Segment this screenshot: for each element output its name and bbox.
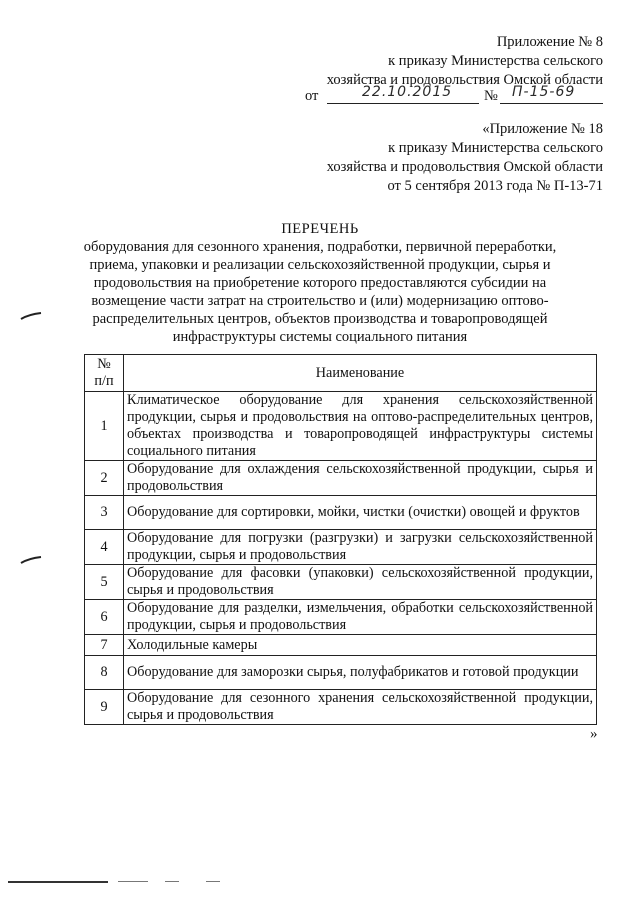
title-line: приема, упаковки и реализации сельскохозяйственной продукции, сырья и — [89, 257, 551, 273]
row-name: Климатическое оборудование для хранения сельскохозяйственной продукции, сырья и продовольствия на оптово-распределительных центров, объектах производства и товаропроводящей инфраструктуры системы социального питания — [124, 392, 597, 461]
handwritten-number: П-15-69 — [512, 84, 576, 100]
table-header-row — [85, 355, 597, 392]
table-row — [85, 690, 597, 725]
table-row — [85, 496, 597, 530]
table-row — [85, 656, 597, 690]
table-row — [85, 635, 597, 656]
handwritten-date: 22.10.2015 — [362, 84, 453, 100]
footer-rule — [8, 881, 108, 883]
header-name: Наименование — [124, 355, 597, 392]
number-label: № — [484, 88, 498, 104]
header-number — [85, 355, 124, 392]
row-name: Оборудование для заморозки сырья, полуфабрикатов и готовой продукции — [124, 656, 597, 690]
row-number: 6 — [85, 600, 124, 635]
footer-rule — [165, 881, 179, 882]
margin-mark — [20, 556, 42, 564]
footer-rule — [118, 881, 148, 882]
equipment-table — [84, 354, 597, 725]
title-line: возмещение части затрат на строительство и (или) модернизацию оптово- — [91, 293, 549, 309]
title-line: распределительных центров, объектов производства и товаропроводящей — [92, 311, 548, 327]
table-row — [85, 565, 597, 600]
order-date-number-line — [300, 84, 603, 108]
title-line: оборудования для сезонного хранения, подработки, первичной переработки, — [83, 239, 557, 255]
row-name: Оборудование для разделки, измельчения, обработки сельскохозяйственной продукции, сырья и продовольствия — [124, 600, 597, 635]
row-number: 3 — [85, 496, 124, 530]
number-underline — [500, 103, 603, 104]
original-appendix-order-line: к приказу Министерства сельского — [388, 140, 603, 156]
row-number: 2 — [85, 461, 124, 496]
margin-mark — [20, 312, 42, 320]
appendix-header — [327, 33, 603, 90]
table-row — [85, 530, 597, 565]
row-name: Холодильные камеры — [124, 635, 597, 656]
date-label: от — [305, 88, 319, 104]
row-number: 1 — [85, 392, 124, 461]
row-number: 9 — [85, 690, 124, 725]
table-row — [85, 461, 597, 496]
row-name: Оборудование для погрузки (разгрузки) и загрузки сельскохозяйственной продукции, сырья и продовольствия — [124, 530, 597, 565]
row-name: Оборудование для сезонного хранения сельскохозяйственной продукции, сырья и продовольствия — [124, 690, 597, 725]
row-number: 5 — [85, 565, 124, 600]
row-number: 4 — [85, 530, 124, 565]
title-heading: ПЕРЕЧЕНЬ — [281, 221, 359, 237]
footer-rule — [206, 881, 220, 882]
row-number: 7 — [85, 635, 124, 656]
row-name: Оборудование для сортировки, мойки, чистки (очистки) овощей и фруктов — [124, 496, 597, 530]
row-name: Оборудование для охлаждения сельскохозяйственной продукции, сырья и продовольствия — [124, 461, 597, 496]
header-number-sign: № — [97, 356, 111, 372]
original-appendix-date-line: от 5 сентября 2013 года № П-13-71 — [387, 178, 603, 194]
header-number-abbr: п/п — [94, 373, 114, 389]
original-appendix-ministry-line: хозяйства и продовольствия Омской области — [326, 159, 603, 175]
table-row — [85, 392, 597, 461]
table-row — [85, 600, 597, 635]
row-number: 8 — [85, 656, 124, 690]
title-line: продовольствия на приобретение которого предоставляются субсидии на — [93, 275, 547, 291]
closing-quote: » — [590, 726, 598, 742]
row-name: Оборудование для фасовки (упаковки) сельскохозяйственной продукции, сырья и продовольствия — [124, 565, 597, 600]
original-appendix-title: «Приложение № 18 — [482, 121, 603, 137]
title-line: инфраструктуры системы социального питания — [172, 329, 468, 345]
date-underline — [327, 103, 479, 104]
document-title — [60, 220, 580, 346]
appendix-order-line: к приказу Министерства сельского — [388, 53, 603, 69]
appendix-ministry-line: хозяйства и продовольствия Омской области — [326, 72, 603, 88]
appendix-title: Приложение № 8 — [496, 34, 603, 50]
original-appendix-block — [327, 120, 603, 196]
